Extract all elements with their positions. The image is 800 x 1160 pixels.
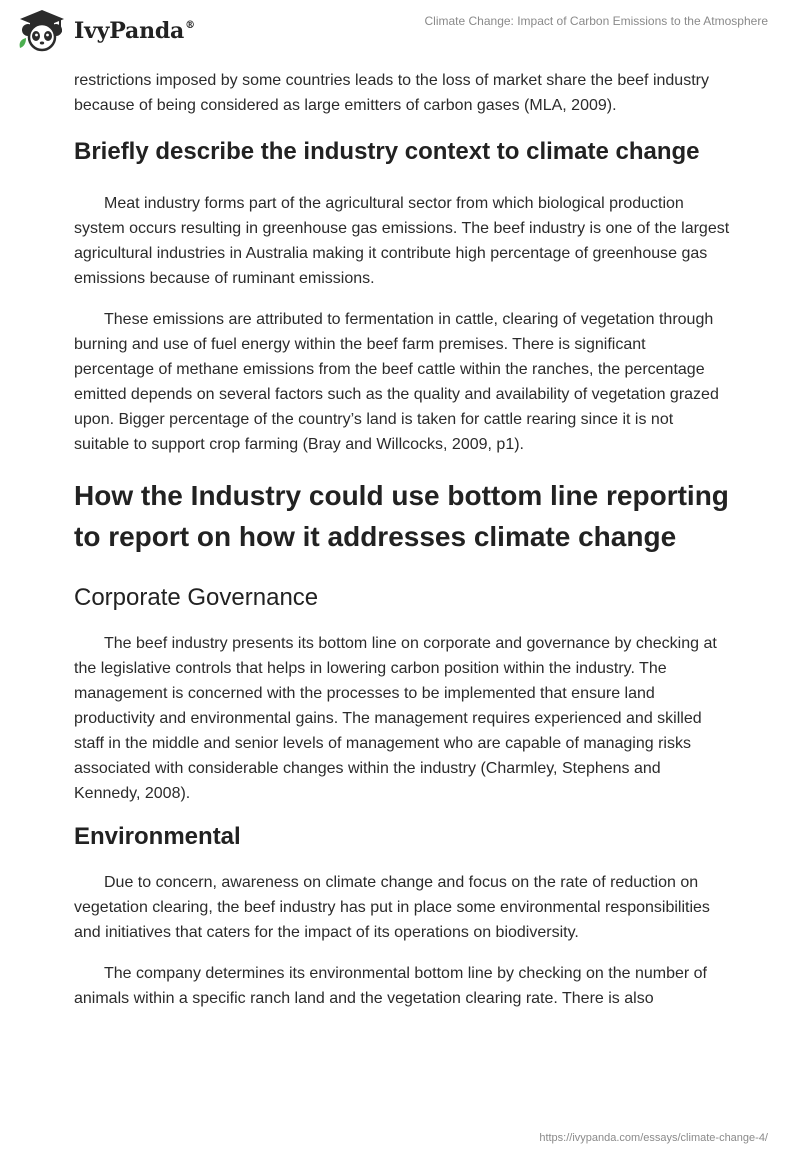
paragraph: Meat industry forms part of the agricultural sector from which biological production system occurs resulting in greenhouse gas emissions. The beef industry is one of the largest agricultural industries in Australia making it contribute high percentage of greenhouse gas emissions because of ruminant emissions.: [74, 195, 730, 287]
subheading-environmental: Environmental: [74, 823, 241, 850]
essay-content: [74, 68, 730, 1027]
page-header: [0, 0, 800, 60]
paragraph: Due to concern, awareness on climate change and focus on the rate of reduction on vegetation clearing, the beef industry has put in place some environmental responsibilities and initiatives that caters for the impact of its operations on biodiversity.: [74, 874, 710, 941]
panda-graduate-icon: [16, 8, 68, 52]
ivypanda-logo[interactable]: [16, 8, 195, 52]
paragraph: The beef industry presents its bottom line on corporate and governance by checking at the legislative controls that helps in lowering carbon position within the industry. The management is concerned with the processes to be implemented that ensure land productivity and environmental gains. The management requires experienced and skilled staff in the middle and senior levels of management who are capable of managing risks associated with considerable changes within the industry (Charmley, Stephens and Kennedy, 2008).: [74, 635, 717, 802]
subheading-corporate-governance: Corporate Governance: [74, 584, 319, 611]
section-heading-bottom-line-reporting: How the Industry could use bottom line reporting to report on how it addresses climate change: [74, 480, 729, 552]
source-url[interactable]: https://ivypanda.com/essays/climate-change-4/: [539, 1132, 768, 1144]
paragraph: These emissions are attributed to fermentation in cattle, clearing of vegetation through burning and use of fuel energy within the beef farm premises. There is significant percentage of methane emissions from the beef cattle within the ranches, the percentage emitted depends on several factors such as the quality and availability of vegetation grazed upon. Bigger percentage of the country’s land is taken for cattle rearing since it is not suitable to support crop farming (Bray and Willcocks, 2009, p1).: [74, 311, 719, 453]
paragraph: The company determines its environmental bottom line by checking on the number of animals within a specific ranch land and the vegetation clearing rate. There is also: [74, 965, 707, 1007]
document-title: Climate Change: Impact of Carbon Emissions to the Atmosphere: [424, 14, 768, 28]
brand-name: IvyPanda®: [74, 18, 195, 44]
section-heading-industry-context: Briefly describe the industry context to climate change: [74, 138, 700, 165]
intro-paragraph: restrictions imposed by some countries leads to the loss of market share the beef industry because of being considered as large emitters of carbon gases (MLA, 2009).: [74, 72, 709, 114]
